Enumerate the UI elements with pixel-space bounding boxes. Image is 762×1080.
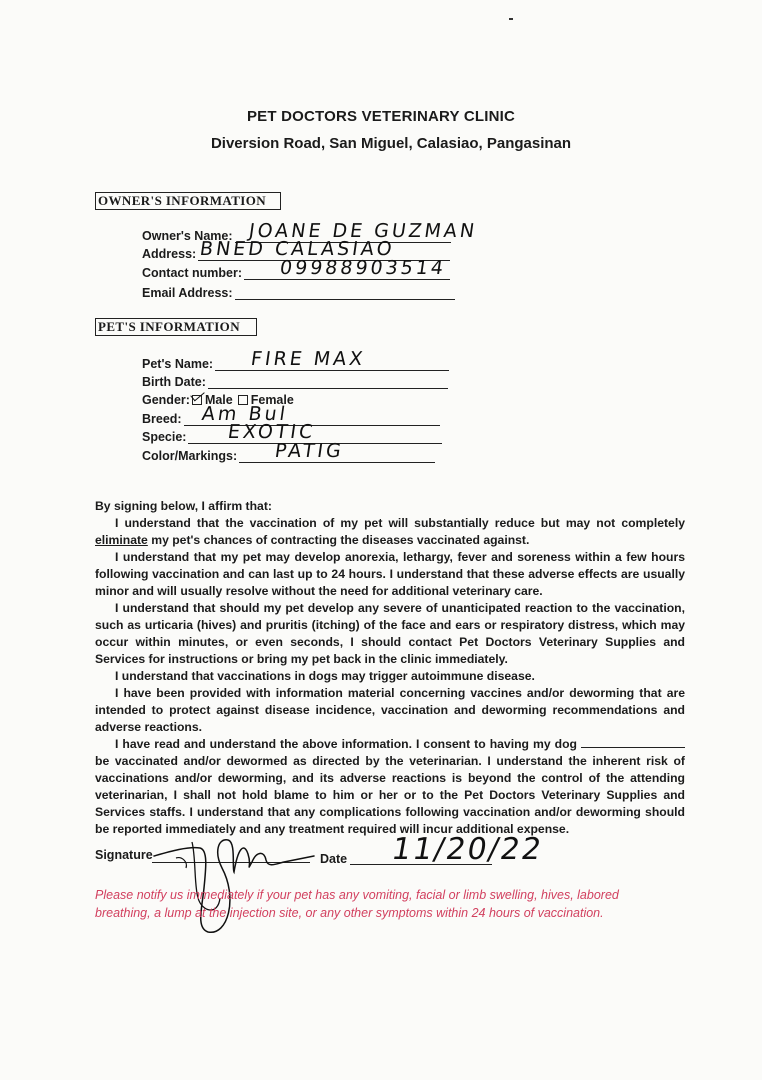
- pet-gender-label: Gender:: [142, 393, 190, 407]
- pet-birth-field[interactable]: [208, 374, 448, 389]
- pet-birth-label: Birth Date:: [142, 375, 206, 389]
- owner-email-row: [142, 285, 455, 300]
- p1-underlined: eliminate: [95, 533, 148, 547]
- post-vaccination-notice: Please notify us immediately if your pet has any vomiting, facial or limb swelling, hives, labored breathing, a lump at the injection site, or any other symptoms within 24 hours of vaccination.: [95, 888, 619, 920]
- pet-name-label: Pet's Name:: [142, 357, 214, 371]
- p6-post: be vaccinated and/or dewormed as directed by the veterinarian. I understand the inherent risk of vaccinations and/or deworming, and its adverse reactions is beyond the control of the attending veterinarian, I shall not hold blame to him or her or to the Pet Doctors Veterinary Supplies and Services staffs. I understand that any complications following vaccination and/or deworming should be reported immediately and any treatment required will incur additional expense.: [95, 754, 685, 836]
- owner-address-label: Address:: [142, 247, 197, 261]
- pet-specie-label: Specie:: [142, 430, 187, 444]
- owner-address-value: BNED CALASIAO: [198, 238, 397, 260]
- date-value: 11/20/22: [388, 832, 546, 867]
- signature-label: Signature: [95, 848, 153, 862]
- pet-breed-value: Am Bul: [200, 403, 290, 425]
- pet-name-row: [142, 348, 449, 371]
- owner-contact-value: 09988903514: [278, 257, 448, 279]
- owner-email-label: Email Address:: [142, 286, 233, 300]
- pet-color-value: PATIG: [273, 440, 346, 462]
- agreement-paragraph-5: I have been provided with information material concerning vaccines and/or deworming that are intended to protect against disease incidence, vaccination and deworming recommendations and adverse reactions.: [95, 686, 685, 734]
- owner-section-title: OWNER'S INFORMATION: [95, 192, 281, 210]
- p1-pre: I understand that the vaccination of my pet will substantially reduce but may not completely: [115, 516, 685, 530]
- agreement-paragraph-1: [95, 515, 685, 549]
- agreement-paragraph-4: I understand that vaccinations in dogs may trigger autoimmune disease.: [115, 669, 535, 683]
- agreement-paragraph-3: I understand that should my pet develop any severe of unanticipated reaction to the vaccination, such as urticaria (hives) and pruritis (itching) of the face and ears or respiratory distress, which may occur within minutes, or even seconds, I should contact Pet Doctors Veterinary Supplies and Services for instructions or bring my pet back in the clinic immediately.: [95, 601, 685, 666]
- clinic-name: PET DOCTORS VETERINARY CLINIC: [246, 108, 516, 125]
- agreement-text: [95, 498, 685, 838]
- agreement-paragraph-2: I understand that my pet may develop anorexia, lethargy, fever and soreness within a few hours following vaccination and can last up to 24 hours. I understand that these adverse effects are usually minor and will usually resolve without the need for additional veterinary care.: [95, 550, 685, 598]
- pet-name-value: FIRE MAX: [249, 348, 367, 370]
- owner-contact-field[interactable]: [244, 257, 450, 280]
- p1-post: my pet's chances of contracting the diseases vaccinated against.: [147, 533, 530, 547]
- dog-name-blank[interactable]: [581, 737, 685, 748]
- p6-pre: I have read and understand the above information. I consent to having my dog: [115, 737, 577, 751]
- pet-birth-row: [142, 374, 448, 389]
- pet-specie-value: EXOTIC: [226, 421, 318, 443]
- pet-section-title: PET'S INFORMATION: [95, 318, 257, 336]
- clinic-address: Diversion Road, San Miguel, Calasiao, Pangasinan: [210, 135, 572, 152]
- owner-contact-label: Contact number:: [142, 266, 242, 280]
- scan-speck: [509, 18, 513, 20]
- owner-name-value: JOANE DE GUZMAN: [246, 220, 479, 242]
- pet-name-field[interactable]: [215, 348, 449, 371]
- pet-breed-label: Breed:: [142, 412, 182, 426]
- owner-contact-row: [142, 257, 450, 280]
- pet-color-field[interactable]: [239, 440, 435, 463]
- male-checkbox[interactable]: [192, 395, 202, 405]
- pet-color-row: [142, 440, 435, 463]
- agreement-intro: By signing below, I affirm that:: [95, 499, 272, 513]
- pet-color-label: Color/Markings:: [142, 449, 238, 463]
- owner-name-label: Owner's Name:: [142, 229, 233, 243]
- agreement-paragraph-6: [95, 736, 685, 838]
- owner-email-field[interactable]: [235, 285, 455, 300]
- date-label: Date: [320, 852, 348, 866]
- female-label: Female: [250, 393, 294, 407]
- male-label: Male: [204, 393, 233, 407]
